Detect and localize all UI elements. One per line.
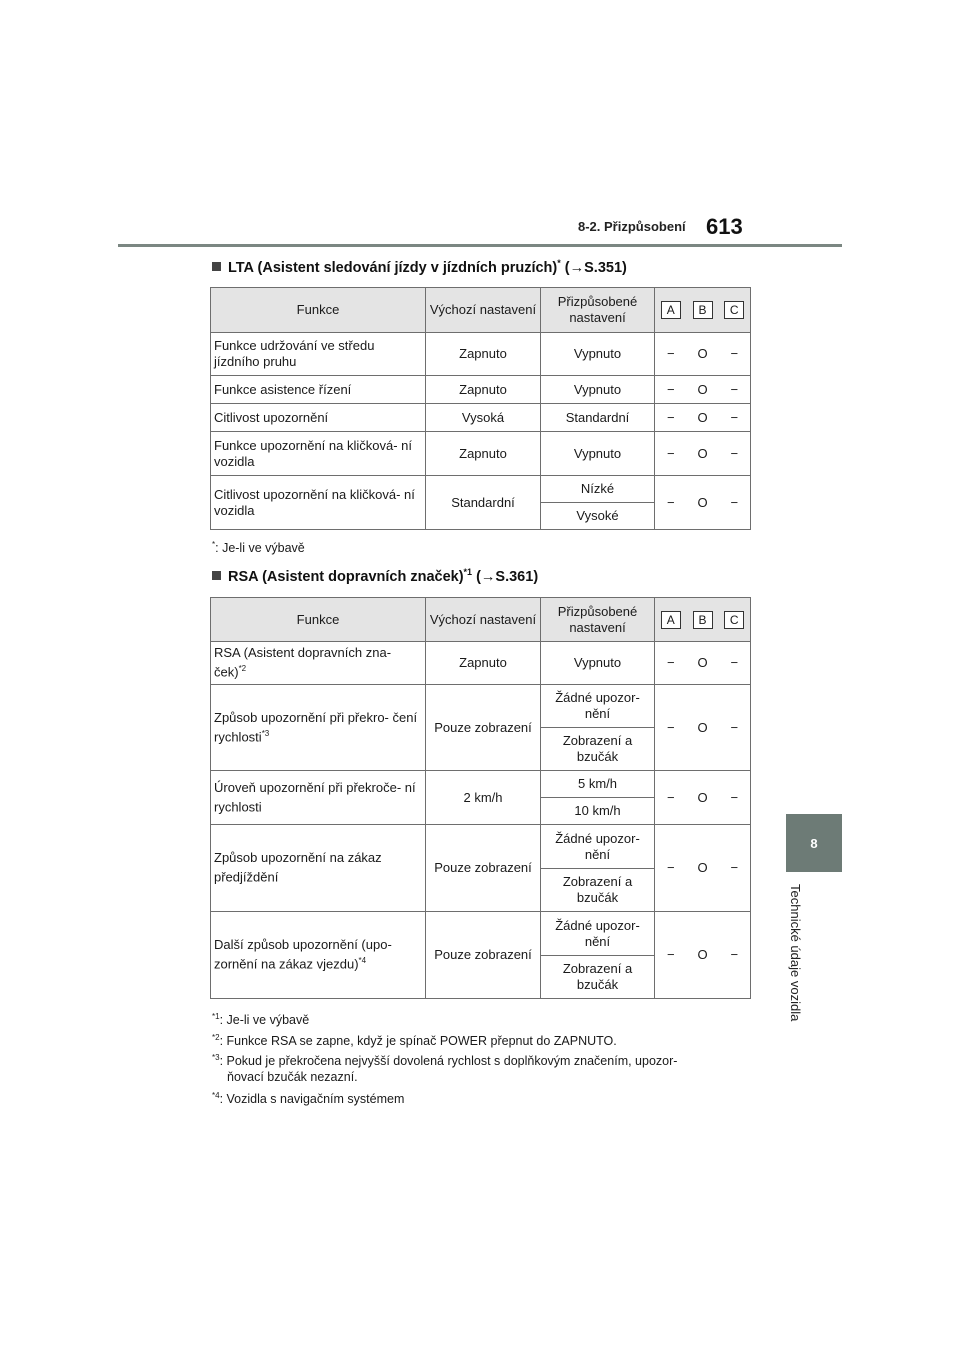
cell-function: Způsob upozornění při překro- čení rychlosti$^{*3}$ — [211, 685, 426, 771]
header-section-title: 8-2. Přizpůsobení — [578, 219, 686, 234]
cell-c: − — [719, 825, 751, 912]
cell-a: − — [655, 432, 687, 476]
cell-b: O — [687, 333, 719, 376]
section-title-lta — [212, 258, 627, 276]
section-title-rsa — [212, 567, 538, 585]
cell-b: O — [687, 825, 719, 912]
table-row — [211, 404, 751, 432]
cell-custom: 10 km/h — [541, 798, 655, 825]
cell-default: Zapnuto — [426, 432, 541, 476]
settings-table-lta — [210, 287, 751, 530]
col-header-custom: Přizpůsobené nastavení — [541, 598, 655, 642]
col-header-c: C — [719, 598, 751, 642]
chapter-title-vertical — [786, 884, 806, 1049]
table-row — [211, 912, 751, 956]
col-header-c: C — [719, 288, 751, 333]
footnote-text: : Je-li ve výbavě — [215, 541, 305, 556]
cell-a: − — [655, 476, 687, 530]
cell-function: Úroveň upozornění při překroče- ní rychlosti — [211, 771, 426, 825]
cell-b: O — [687, 685, 719, 771]
cell-a: − — [655, 376, 687, 404]
cell-function: RSA (Asistent dopravních zna- ček)$^{*2}$ — [211, 642, 426, 685]
cell-a: − — [655, 825, 687, 912]
col-header-default: Výchozí nastavení — [426, 598, 541, 642]
section-title-ref: (→S.351) — [564, 259, 627, 276]
col-header-a: A — [655, 288, 687, 333]
footnote-3: $^{*3}$: Pokud je překročena nejvyšší dovolená rychlost s doplňkovým značením, upozor- ňovací bzučák nezazní. — [212, 1053, 678, 1085]
footnote-mark: * — [212, 540, 216, 549]
table-row — [211, 476, 751, 503]
cell-c: − — [719, 333, 751, 376]
cell-custom: Zobrazení a bzučák — [541, 956, 655, 999]
page-number: 613 — [706, 214, 743, 239]
cell-default: Standardní — [426, 476, 541, 530]
cell-custom: Nízké — [541, 476, 655, 503]
cell-custom: Žádné upozor- nění — [541, 912, 655, 956]
cell-custom: Vypnuto — [541, 333, 655, 376]
cell-custom: Standardní — [541, 404, 655, 432]
cell-a: − — [655, 771, 687, 825]
table-row — [211, 642, 751, 685]
cell-function: Citlivost upozornění — [211, 404, 426, 432]
cell-default: 2 km/h — [426, 771, 541, 825]
cell-custom: 5 km/h — [541, 771, 655, 798]
cell-c: − — [719, 432, 751, 476]
cell-c: − — [719, 685, 751, 771]
cell-a: − — [655, 685, 687, 771]
cell-default: Pouze zobrazení — [426, 825, 541, 912]
cell-b: O — [687, 432, 719, 476]
table-header-row — [211, 288, 751, 333]
cell-default: Zapnuto — [426, 376, 541, 404]
cell-b: O — [687, 912, 719, 999]
cell-c: − — [719, 376, 751, 404]
table-row — [211, 432, 751, 476]
cell-c: − — [719, 642, 751, 685]
settings-table-rsa — [210, 597, 751, 999]
cell-function: Funkce asistence řízení — [211, 376, 426, 404]
col-header-b: B — [687, 288, 719, 333]
chapter-tab: 8 — [786, 814, 842, 872]
cell-default: Pouze zobrazení — [426, 685, 541, 771]
section-title-text: LTA (Asistent sledování jízdy v jízdních pruzích) — [228, 259, 558, 276]
cell-default: Zapnuto — [426, 642, 541, 685]
col-header-function: Funkce — [211, 598, 426, 642]
section-title-ref: (→S.361) — [476, 568, 539, 585]
cell-custom: Vysoké — [541, 503, 655, 530]
cell-b: O — [687, 376, 719, 404]
table-header-row — [211, 598, 751, 642]
col-header-b: B — [687, 598, 719, 642]
cell-custom: Zobrazení a bzučák — [541, 869, 655, 912]
section-title-sup: *1 — [463, 567, 473, 577]
square-bullet-icon — [212, 571, 221, 580]
footnote-lta — [212, 537, 305, 556]
cell-a: − — [655, 912, 687, 999]
col-header-custom: Přizpůsobené nastavení — [541, 288, 655, 333]
table-row — [211, 771, 751, 798]
cell-custom: Zobrazení a bzučák — [541, 728, 655, 771]
cell-function: Způsob upozornění na zákaz předjíždění — [211, 825, 426, 912]
section-title-text: RSA (Asistent dopravních značek) — [228, 568, 464, 585]
cell-default: Pouze zobrazení — [426, 912, 541, 999]
table-row — [211, 685, 751, 728]
cell-c: − — [719, 404, 751, 432]
cell-custom: Vypnuto — [541, 376, 655, 404]
cell-custom: Žádné upozor- nění — [541, 825, 655, 869]
col-header-function: Funkce — [211, 288, 426, 333]
cell-function: Citlivost upozornění na kličková- ní vozidla — [211, 476, 426, 530]
cell-custom: Vypnuto — [541, 432, 655, 476]
cell-b: O — [687, 771, 719, 825]
cell-function: Funkce udržování ve středu jízdního pruhu — [211, 333, 426, 376]
square-bullet-icon — [212, 262, 221, 271]
section-title-sup: * — [557, 258, 561, 268]
header-rule — [118, 244, 842, 247]
cell-a: − — [655, 642, 687, 685]
cell-a: − — [655, 404, 687, 432]
footnote-1: $^{*1}$: Je-li ve výbavě — [212, 1012, 310, 1028]
table-row — [211, 333, 751, 376]
cell-default: Zapnuto — [426, 333, 541, 376]
footnote-2: $^{*2}$: Funkce RSA se zapne, když je spínač POWER přepnut do ZAPNUTO. — [212, 1033, 617, 1049]
cell-b: O — [687, 476, 719, 530]
cell-c: − — [719, 476, 751, 530]
cell-b: O — [687, 642, 719, 685]
cell-custom: Žádné upozor- nění — [541, 685, 655, 728]
table-row — [211, 376, 751, 404]
cell-function: Další způsob upozornění (upo- zornění na zákaz vjezdu)$^{*4}$ — [211, 912, 426, 999]
col-header-a: A — [655, 598, 687, 642]
cell-b: O — [687, 404, 719, 432]
cell-c: − — [719, 912, 751, 999]
footnote-4: $^{*4}$: Vozidla s navigačním systémem — [212, 1091, 405, 1107]
cell-a: − — [655, 333, 687, 376]
cell-default: Vysoká — [426, 404, 541, 432]
table-row — [211, 825, 751, 869]
col-header-default: Výchozí nastavení — [426, 288, 541, 333]
chapter-title: Technické údaje vozidla — [788, 884, 803, 1022]
cell-function: Funkce upozornění na kličková- ní vozidla — [211, 432, 426, 476]
cell-custom: Vypnuto — [541, 642, 655, 685]
cell-c: − — [719, 771, 751, 825]
